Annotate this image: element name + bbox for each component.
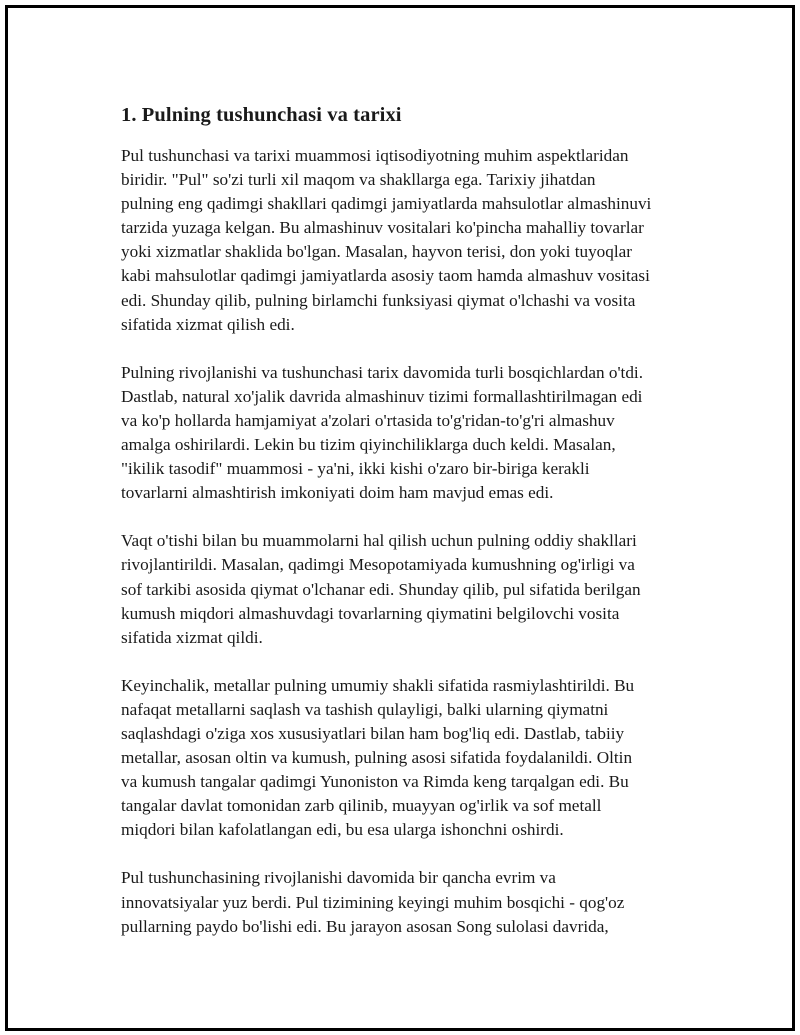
- paragraph-3: Vaqt o'tishi bilan bu muammolarni hal qilish uchun pulning oddiy shakllari rivojlantirildi. Masalan, qadimgi Mesopotamiyada kumushning og'irligi va sof tarkibi asosida qiymat o'lchanar edi. Shunday qilib, pul sifatida berilgan kumush miqdori almashuvdagi tovarlarning qiymatini belgilovchi vosita sifatida xizmat qildi.: [121, 531, 641, 647]
- paragraph-2: Pulning rivojlanishi va tushunchasi tarix davomida turli bosqichlardan o'tdi. Dastlab, natural xo'jalik davrida almashinuv tizimi formallashtirilmagan edi va ko'p hollarda hamjamiyat a'zolari o'rtasida to'g'ridan-to'g'ri almashuv amalga oshirilardi. Lekin bu tizim qiyinchiliklarga duch keldi. Masalan, "ikilik tasodif" muammosi - ya'ni, ikki kishi o'zaro bir-biriga kerakli tovarlarni almashtirish imkoniyati doim ham mavjud emas edi.: [121, 362, 643, 503]
- paragraph-1: Pul tushunchasi va tarixi muammosi iqtisodiyotning muhim aspektlaridan biridir. "Pul" so'zi turli xil maqom va shakllarga ega. Tarixiy jihatdan pulning eng qadimgi shakllari qadimgi jamiyatlarda mahsulotlar almashinuvi tarzida yuzaga kelgan. Bu almashinuv vositalari ko'pincha mahalliy tovarlar yoki xizmatlar shaklida bo'lgan. Masalan, hayvon terisi, don yoki tuyoqlar kabi mahsulotlar qadimgi jamiyatlarda asosiy taom hamda almashuv vositasi edi. Shunday qilib, pulning birlamchi funksiyasi qiymat o'lchashi va vosita sifatida xizmat qilish edi.: [121, 146, 652, 334]
- document-body: [121, 100, 701, 963]
- paragraph-5: Pul tushunchasining rivojlanishi davomida bir qancha evrim va innovatsiyalar yuz berdi. Pul tizimining keyingi muhim bosqichi - qog'oz pullarning paydo bo'lishi edi. Bu jarayon asosan Song sulolasi davrida,: [121, 868, 625, 936]
- paragraph-4: Keyinchalik, metallar pulning umumiy shakli sifatida rasmiylashtirildi. Bu nafaqat metallarni saqlash va tashish qulayligi, balki ularning qiymatni saqlashdagi o'ziga xos xususiyatlari bilan ham bog'liq edi. Dastlab, tabiiy metallar, asosan oltin va kumush, pulning asosi sifatida foydalanildi. Oltin va kumush tangalar qadimgi Yunoniston va Rimda keng tarqalgan edi. Bu tangalar davlat tomonidan zarb qilinib, muayyan og'irlik va sof metall miqdori bilan kafolatlangan edi, bu esa ularga ishonchni oshirdi.: [121, 675, 635, 840]
- section-title: 1. Pulning tushunchasi va tarixi: [121, 104, 402, 126]
- page-frame: [5, 5, 795, 1031]
